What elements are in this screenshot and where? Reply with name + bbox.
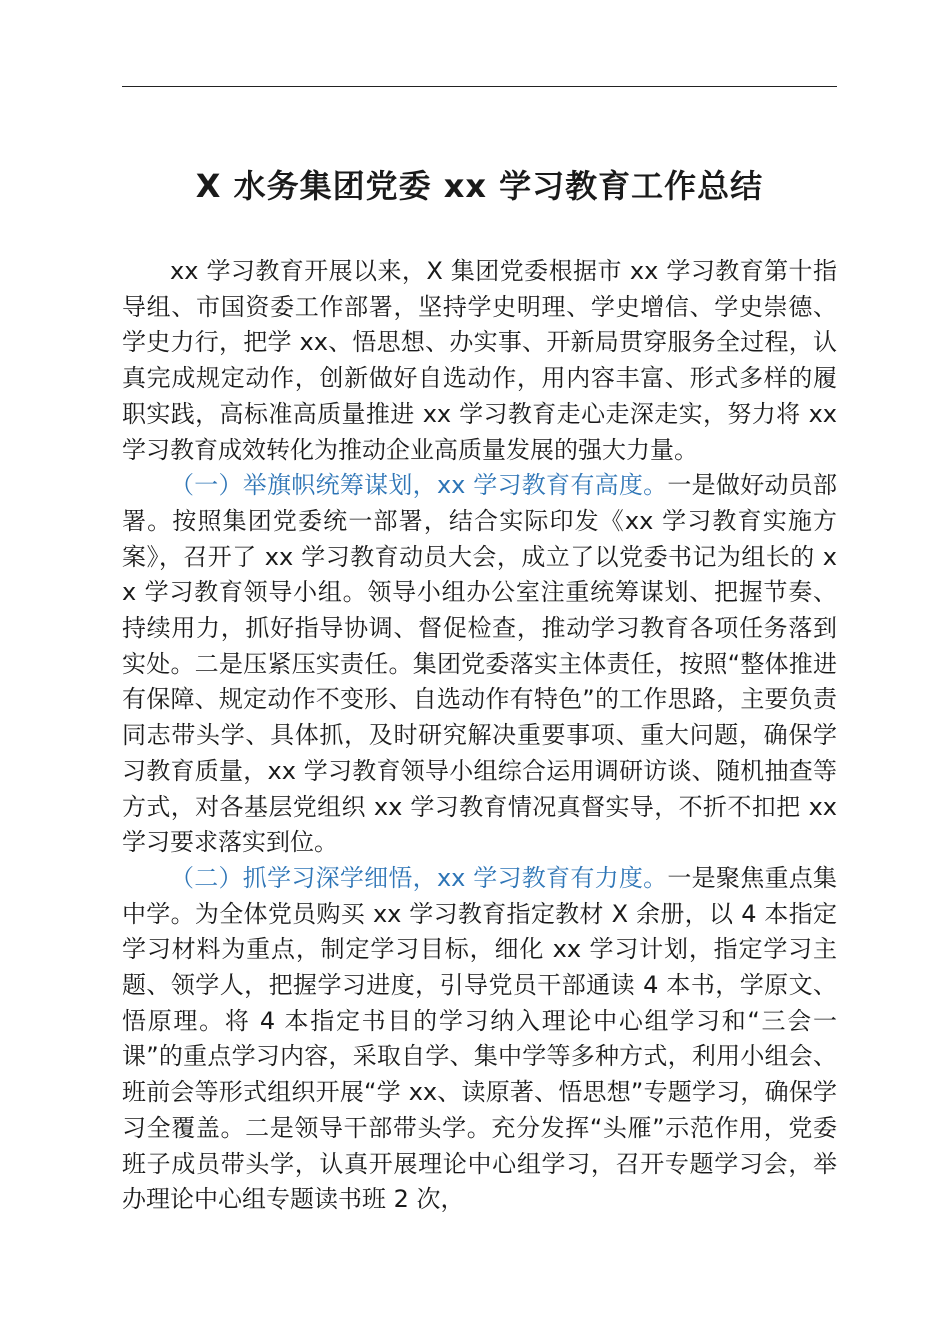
document-title: X 水务集团党委 xx 学习教育工作总结 (195, 167, 764, 205)
document-body (122, 254, 837, 1218)
paragraph-text: xx 学习教育开展以来，X 集团党委根据市 xx 学习教育第十指导组、市国资委工作部署，坚持学史明理、学史增信、学史崇德、学史力行，把学 xx、悟思想、办实事、开新局贯穿服务全过程，认真完成规定动作，创新做好自选动作，用内容丰富、形式多样的履职实践，高标准高质量推进 xx 学习教育走心走深走实，努力将 xx 学习教育成效转化为推动企业高质量发展的强大力量。 (122, 257, 837, 464)
paragraph-text: 一是聚焦重点集中学。为全体党员购买 xx 学习教育指定教材 X 余册，以 4 本指定学习材料为重点，制定学习目标，细化 xx 学习计划，指定学习主题、领学人，把握学习进度，引导党员干部通读 4 本书，学原文、悟原理。将 4 本指定书目的学习纳入理论中心组学习和“三会一课”的重点学习内容，采取自学、集中学等多种方式，利用小组会、班前会等形式组织开展“学 xx、读原著、悟思想”专题学习，确保学习全覆盖。二是领导干部带头学。充分发挥“头雁”示范作用，党委班子成员带头学，认真开展理论中心组学习，召开专题学习会，举办理论中心组专题读书班 2 次， (122, 863, 837, 1214)
paragraph-text: 一是做好动员部署。按照集团党委统一部署，结合实际印发《xx 学习教育实施方案》，召开了 xx 学习教育动员大会，成立了以党委书记为组长的 xx 学习教育领导小组。领导小组办公室注重统筹谋划、把握节奏、持续用力，抓好指导协调、督促检查，推动学习教育各项任务落到实处。二是压紧压实责任。集团党委落实主体责任，按照“整体推进有保障、规定动作不变形、自选动作有特色”的工作思路，主要负责同志带头学、具体抓，及时研究解决重要事项、重大问题，确保学习教育质量，xx 学习教育领导小组综合运用调研访谈、随机抽查等方式，对各基层党组织 xx 学习教育情况真督实导，不折不扣把 xx 学习要求落实到位。 (122, 471, 837, 857)
section-one-paragraph (122, 468, 837, 861)
section-two-paragraph (122, 861, 837, 1218)
intro-paragraph (122, 254, 837, 468)
header-rule (122, 86, 837, 87)
section-heading: （一）举旗帜统筹谋划，xx 学习教育有高度。 (170, 471, 668, 500)
section-heading: （二）抓学习深学细悟，xx 学习教育有力度。 (170, 863, 668, 892)
